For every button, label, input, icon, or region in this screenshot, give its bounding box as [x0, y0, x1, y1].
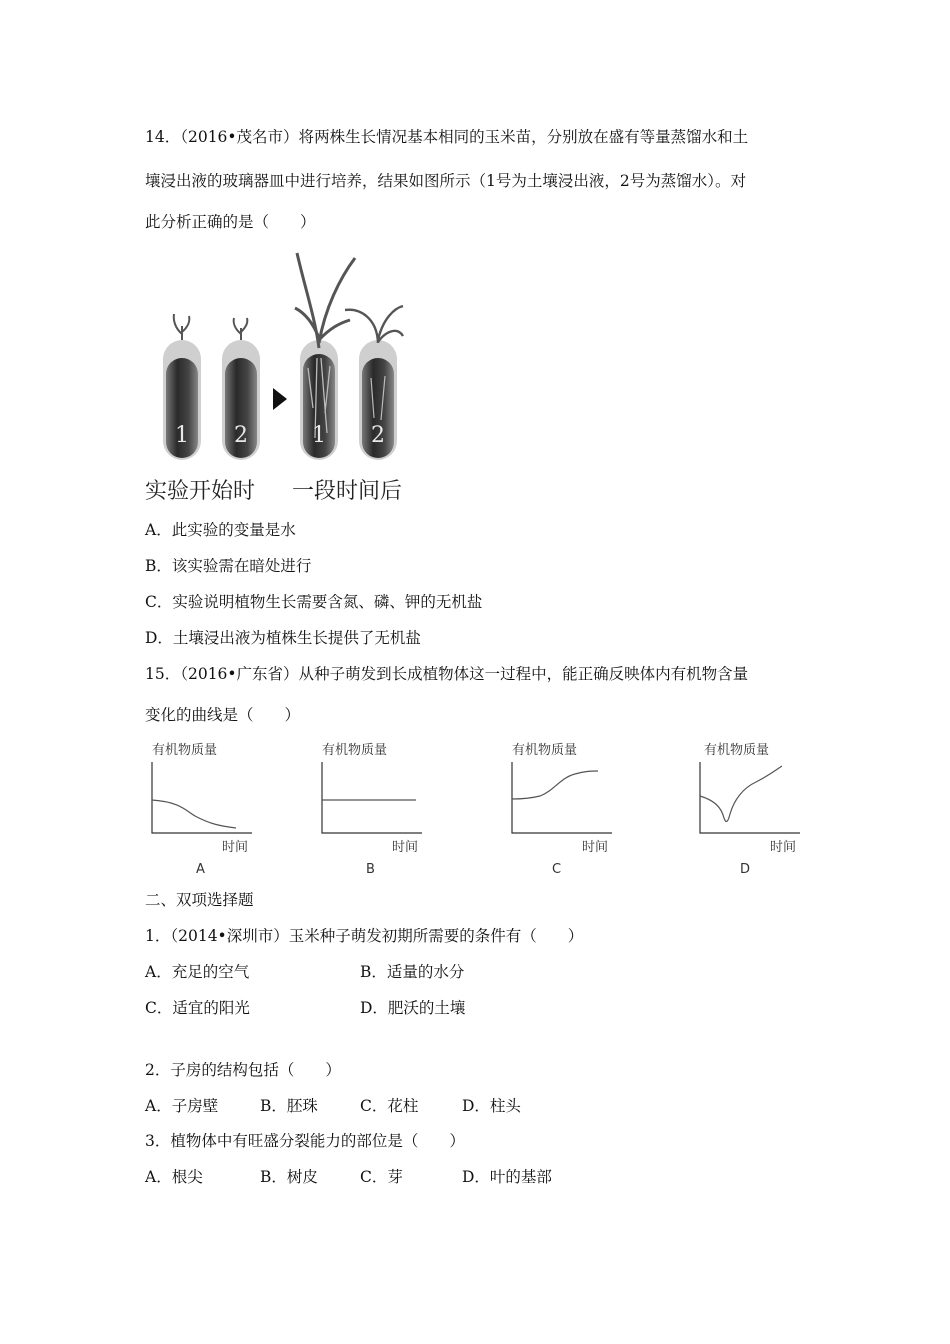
q14-option-a[interactable]: A．此实验的变量是水: [145, 521, 296, 539]
tube-label-2: 2: [234, 423, 248, 448]
s2-q1-option-b[interactable]: B．适量的水分: [360, 963, 465, 981]
tube-label-1: 1: [175, 423, 189, 448]
graph-b-xlabel: 时间: [392, 840, 419, 855]
graph-b-ylabel: 有机物质量: [322, 743, 388, 758]
figure-caption-after: 一段时间后: [292, 479, 403, 504]
graph-d-letter: D: [740, 862, 751, 877]
q15-graph-a: [140, 738, 270, 878]
graph-a-ylabel: 有机物质量: [152, 743, 218, 758]
q15-stem-line-2: 变化的曲线是（ ）: [145, 706, 301, 724]
s2-q2-option-a[interactable]: A．子房壁: [145, 1097, 219, 1115]
tube-label-4: 2: [371, 423, 385, 448]
q15-graph-d: [688, 738, 818, 878]
graph-a-xlabel: 时间: [222, 840, 249, 855]
q14-option-d[interactable]: D．土壤浸出液为植株生长提供了无机盐: [145, 629, 421, 647]
s2-q2-stem: 2．子房的结构包括（ ）: [145, 1061, 341, 1079]
s2-q2-option-c[interactable]: C．花柱: [360, 1097, 419, 1115]
q15-stem-line-1: 15．（2016•广东省）从种子萌发到长成植物体这一过程中，能正确反映体内有机物含量: [145, 665, 749, 683]
s2-q2-option-b[interactable]: B．胚珠: [260, 1097, 318, 1115]
q14-option-c[interactable]: C．实验说明植物生长需要含氮、磷、钾的无机盐: [145, 593, 483, 611]
s2-q1-stem: 1．（2014•深圳市）玉米种子萌发初期所需要的条件有（ ）: [145, 927, 584, 945]
graph-b-letter: B: [366, 862, 375, 877]
figure-caption-start: 实验开始时: [145, 479, 256, 504]
q14-stem-line-2: 壤浸出液的玻璃器皿中进行培养，结果如图所示（1号为土壤浸出液，2号为蒸馏水）。对: [145, 172, 746, 190]
s2-q3-option-a[interactable]: A．根尖: [145, 1168, 203, 1186]
graph-c-ylabel: 有机物质量: [512, 743, 578, 758]
s2-q3-stem: 3．植物体中有旺盛分裂能力的部位是（ ）: [145, 1132, 465, 1150]
q14-test-tube-figure: [145, 248, 425, 473]
q15-graph-b: [310, 738, 440, 878]
arrow-icon: [273, 388, 287, 410]
s2-q2-option-d[interactable]: D．柱头: [462, 1097, 521, 1115]
s2-q1-option-d[interactable]: D．肥沃的土壤: [360, 999, 466, 1017]
graph-d-ylabel: 有机物质量: [704, 743, 770, 758]
graph-c-letter: C: [552, 862, 562, 877]
q14-option-b[interactable]: B．该实验需在暗处进行: [145, 557, 312, 575]
q14-stem-line-3: 此分析正确的是（ ）: [145, 213, 316, 231]
s2-q3-option-d[interactable]: D．叶的基部: [462, 1168, 552, 1186]
graph-a-letter: A: [196, 862, 205, 877]
graph-d-xlabel: 时间: [770, 840, 797, 855]
s2-q1-option-a[interactable]: A．充足的空气: [145, 963, 250, 981]
q15-graph-c: [500, 738, 630, 878]
tube-label-3: 1: [312, 423, 326, 448]
s2-q1-option-c[interactable]: C．适宜的阳光: [145, 999, 250, 1017]
s2-q3-option-c[interactable]: C．芽: [360, 1168, 403, 1186]
graph-c-xlabel: 时间: [582, 840, 609, 855]
section-2-title: 二、双项选择题: [145, 891, 254, 909]
q14-stem-line-1: 14．（2016•茂名市）将两株生长情况基本相同的玉米苗，分别放在盛有等量蒸馏水和土: [145, 128, 749, 146]
s2-q3-option-b[interactable]: B．树皮: [260, 1168, 318, 1186]
